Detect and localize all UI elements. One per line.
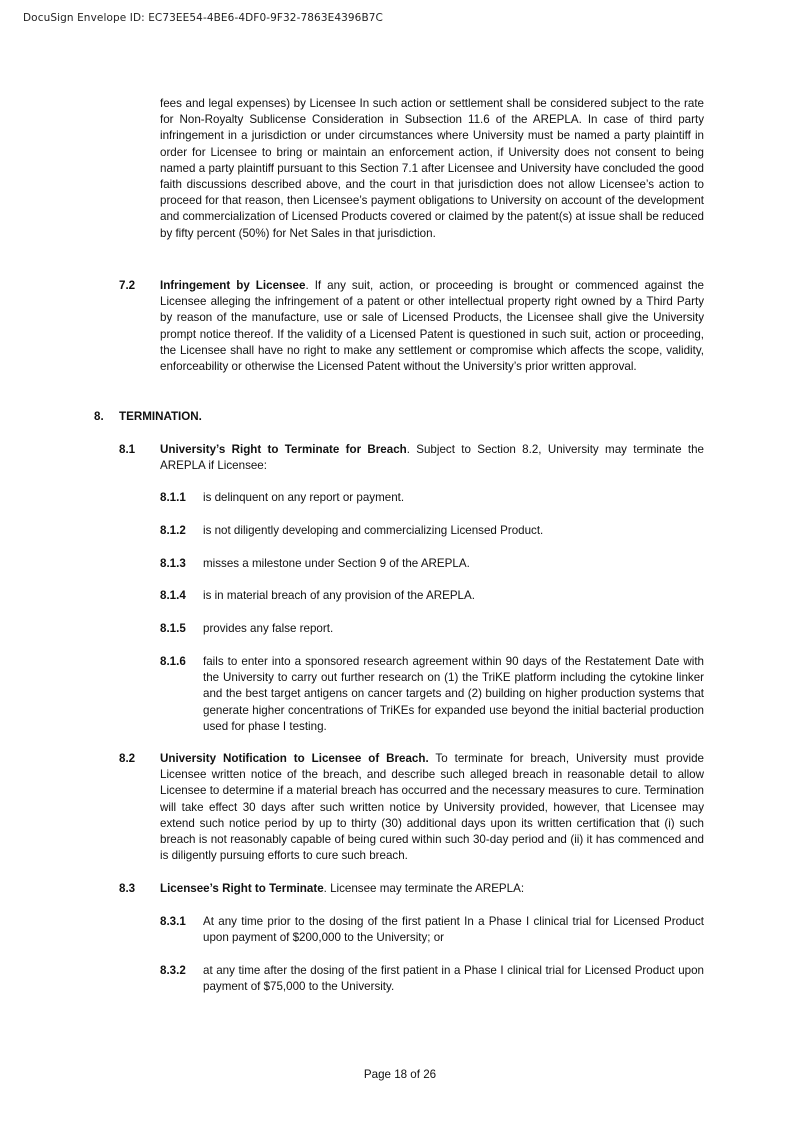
section-8-1-text: . Subject to Section 8.2, University may terminate the AREPLA if Licensee: (160, 443, 704, 473)
item-8-1-3-text: misses a milestone under Section 9 of the AREPLA. (203, 557, 470, 570)
section-8-heading: TERMINATION. (119, 410, 202, 423)
section-8-2-heading: University Notification to Licensee of Breach. (160, 752, 429, 765)
section-7-2-number: 7.2 (119, 279, 136, 292)
item-8-3-2-number: 8.3.2 (160, 964, 186, 977)
section-8-3-number: 8.3 (119, 882, 136, 895)
docusign-envelope-id: DocuSign Envelope ID: EC73EE54-4BE6-4DF0-9F32-7863E4396B7C (23, 12, 383, 24)
section-7-2-heading: Infringement by Licensee (160, 279, 306, 292)
item-8-1-4-number: 8.1.4 (160, 589, 186, 602)
section-8-3-text: . Licensee may terminate the AREPLA: (323, 882, 525, 895)
section-8-1-number: 8.1 (119, 443, 136, 456)
item-8-1-2-number: 8.1.2 (160, 524, 186, 537)
item-8-1-4-text: is in material breach of any provision of the AREPLA. (203, 589, 475, 602)
item-8-1-6-number: 8.1.6 (160, 655, 186, 668)
item-8-1-1-text: is delinquent on any report or payment. (203, 491, 405, 504)
section-8-2-text: To terminate for breach, University must provide Licensee written notice of the breach, and describe such alleged breach in reasonable detail to allow Licensee to determine if a material breach has occurred and the necessary measures to cure. Termination will take effect 30 days after such written notice by University provided, however, that Licensee may extend such notice period by up to thirty (30) additional days upon its written certification that (i) such breach is not reasonably capable of being cured within such 30-day period and (ii) it has commenced and is diligently pursuing efforts to cure such breach. (160, 752, 705, 863)
section-7-2-text: . If any suit, action, or proceeding is brought or commenced against the Licensee alleging the infringement of a patent or other intellectual property right owned by a Third Party by reason of the manufacture, use or sale of Licensed Products, the Licensee shall give the University prompt notice thereof. If the validity of a Licensed Patent is questioned in such suit, action or proceeding, the Licensee shall have no right to make any settlement or compromise which affects the scope, validity, enforceability or otherwise the Licensed Patent without the University’s prior written approval. (160, 279, 704, 374)
item-8-3-1-text: At any time prior to the dosing of the first patient In a Phase I clinical trial for Licensed Product upon payment of $200,000 to the University; or (203, 915, 704, 945)
section-7-1-continuation: fees and legal expenses) by Licensee In such action or settlement shall be considered subject to the rate for Non-Royalty Sublicense Consideration in Subsection 11.6 of the AREPLA. In case of third party infringement in a jurisdiction or under circumstances where University must be named a party plaintiff in order for Licensee to bring or maintain an enforcement action, if University does not consent to being named a party plaintiff pursuant to this Section 7.1 after Licensee and University have concluded the good faith discussions described above, and the court in that jurisdiction does not allow Licensee’s action to proceed for that reason, then Licensee’s payment obligations to University on account of the development and commercialization of Licensed Products covered or claimed by the patent(s) at issue shall be reduced by fifty percent (50%) for Net Sales in that jurisdiction. (160, 97, 704, 240)
item-8-3-1-number: 8.3.1 (160, 915, 186, 928)
section-8-3 (160, 881, 704, 897)
section-8-number: 8. (94, 410, 104, 423)
section-7-2 (160, 278, 704, 375)
section-8-2-number: 8.2 (119, 752, 136, 765)
item-8-1-3-number: 8.1.3 (160, 557, 186, 570)
section-8-1 (160, 442, 704, 474)
item-8-1-6-text: fails to enter into a sponsored research agreement within 90 days of the Restatement Date with the University to carry out further research on (1) the TriKE platform including the cytokine linker and the best target antigens on cancer targets and (2) building on higher production systems that generate higher concentrations of TriKEs for expanded use beyond the initial bacterial production used for phase I testing. (203, 655, 704, 733)
item-8-1-5-text: provides any false report. (203, 622, 334, 635)
item-8-1-5-number: 8.1.5 (160, 622, 186, 635)
item-8-3-2-text: at any time after the dosing of the first patient in a Phase I clinical trial for Licensed Product upon payment of $75,000 to the University. (203, 964, 704, 994)
section-8-1-heading: University’s Right to Terminate for Breach (160, 443, 407, 456)
section-8-2 (160, 751, 704, 864)
page-number: Page 18 of 26 (363, 1068, 437, 1081)
section-8-3-heading: Licensee’s Right to Terminate (160, 882, 324, 895)
item-8-1-2-text: is not diligently developing and commercializing Licensed Product. (203, 524, 544, 537)
item-8-1-1-number: 8.1.1 (160, 491, 186, 504)
